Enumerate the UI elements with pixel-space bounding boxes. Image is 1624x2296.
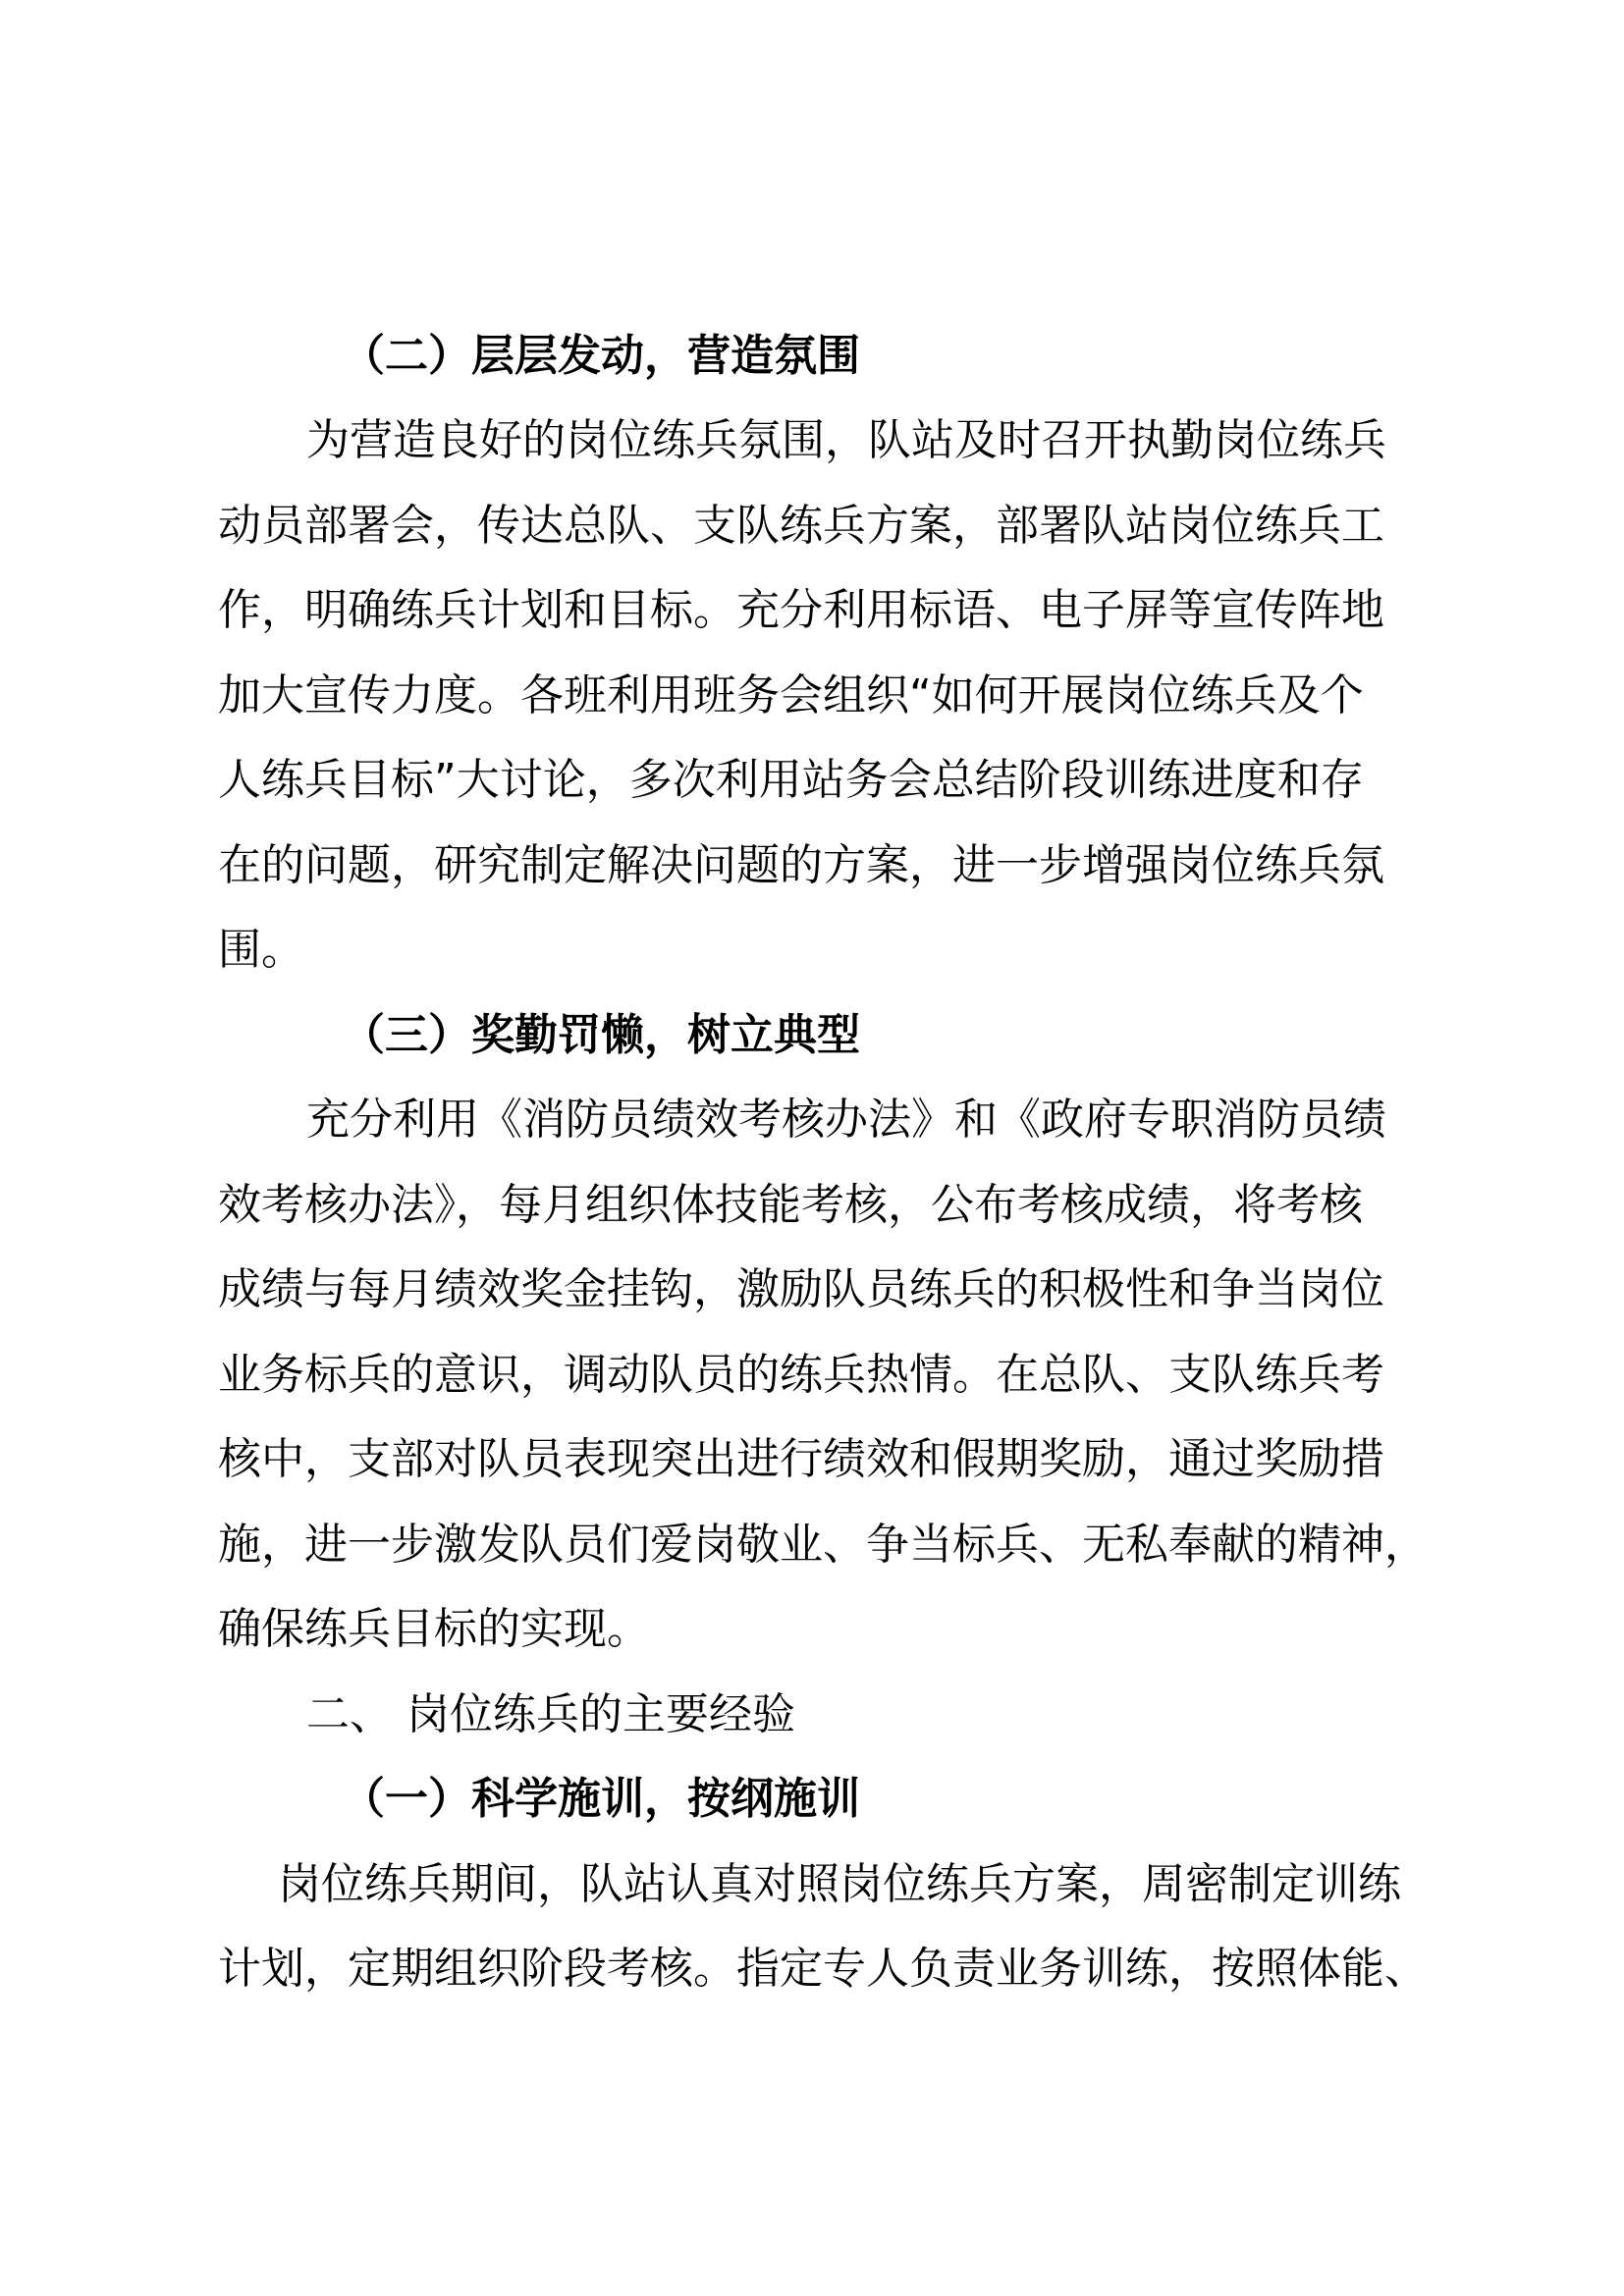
section-heading-2: （二）层层发动，营造氛围 [342,331,860,381]
paragraph-line: 加大宣传力度。各班利用班务会组织“如何开展岗位练兵及个 [218,670,1364,721]
paragraph-line: 为营造良好的岗位练兵氛围，队站及时召开执勤岗位练兵 [306,415,1386,465]
paragraph-line: 业务标兵的意识，调动队员的练兵热情。在总队、支队练兵考 [218,1350,1384,1400]
paragraph-line: 效考核办法》，每月组织体技能考核，公布考核成绩，将考核 [218,1180,1363,1230]
section-heading-3: （三）奖勤罚懒，树立典型 [342,1010,860,1060]
paragraph-line: 作，明确练兵计划和目标。充分利用标语、电子屏等宣传阵地 [218,585,1384,635]
paragraph-line: 在的问题，研究制定解决问题的方案，进一步增强岗位练兵氛 [218,840,1384,890]
paragraph-line: 动员部署会，传达总队、支队练兵方案，部署队站岗位练兵工 [218,501,1384,551]
chapter-heading: 二、 岗位练兵的主要经验 [306,1689,795,1739]
paragraph-line: 施，进一步激发队员们爱岗敬业、争当标兵、无私奉献的精神， [218,1520,1428,1570]
paragraph-line: 计划，定期组织阶段考核。指定专人负责业务训练，按照体能、 [218,1944,1428,1994]
section-heading-1: （一）科学施训，按纲施训 [342,1774,860,1824]
paragraph-line: 核中，支部对队员表现突出进行绩效和假期奖励，通过奖励措 [218,1434,1384,1484]
paragraph-line: 确保练兵目标的实现。 [218,1604,650,1654]
paragraph-line: 人练兵目标”大讨论，多次利用站务会总结阶段训练进度和存 [218,755,1364,805]
paragraph-line: 充分利用《消防员绩效考核办法》和《政府专职消防员绩 [306,1095,1386,1145]
paragraph-line: 成绩与每月绩效奖金挂钩，激励队员练兵的积极性和争当岗位 [218,1264,1384,1314]
paragraph-line: 围。 [218,925,304,975]
paragraph-line: 岗位练兵期间，队站认真对照岗位练兵方案，周密制定训练 [278,1859,1401,1909]
